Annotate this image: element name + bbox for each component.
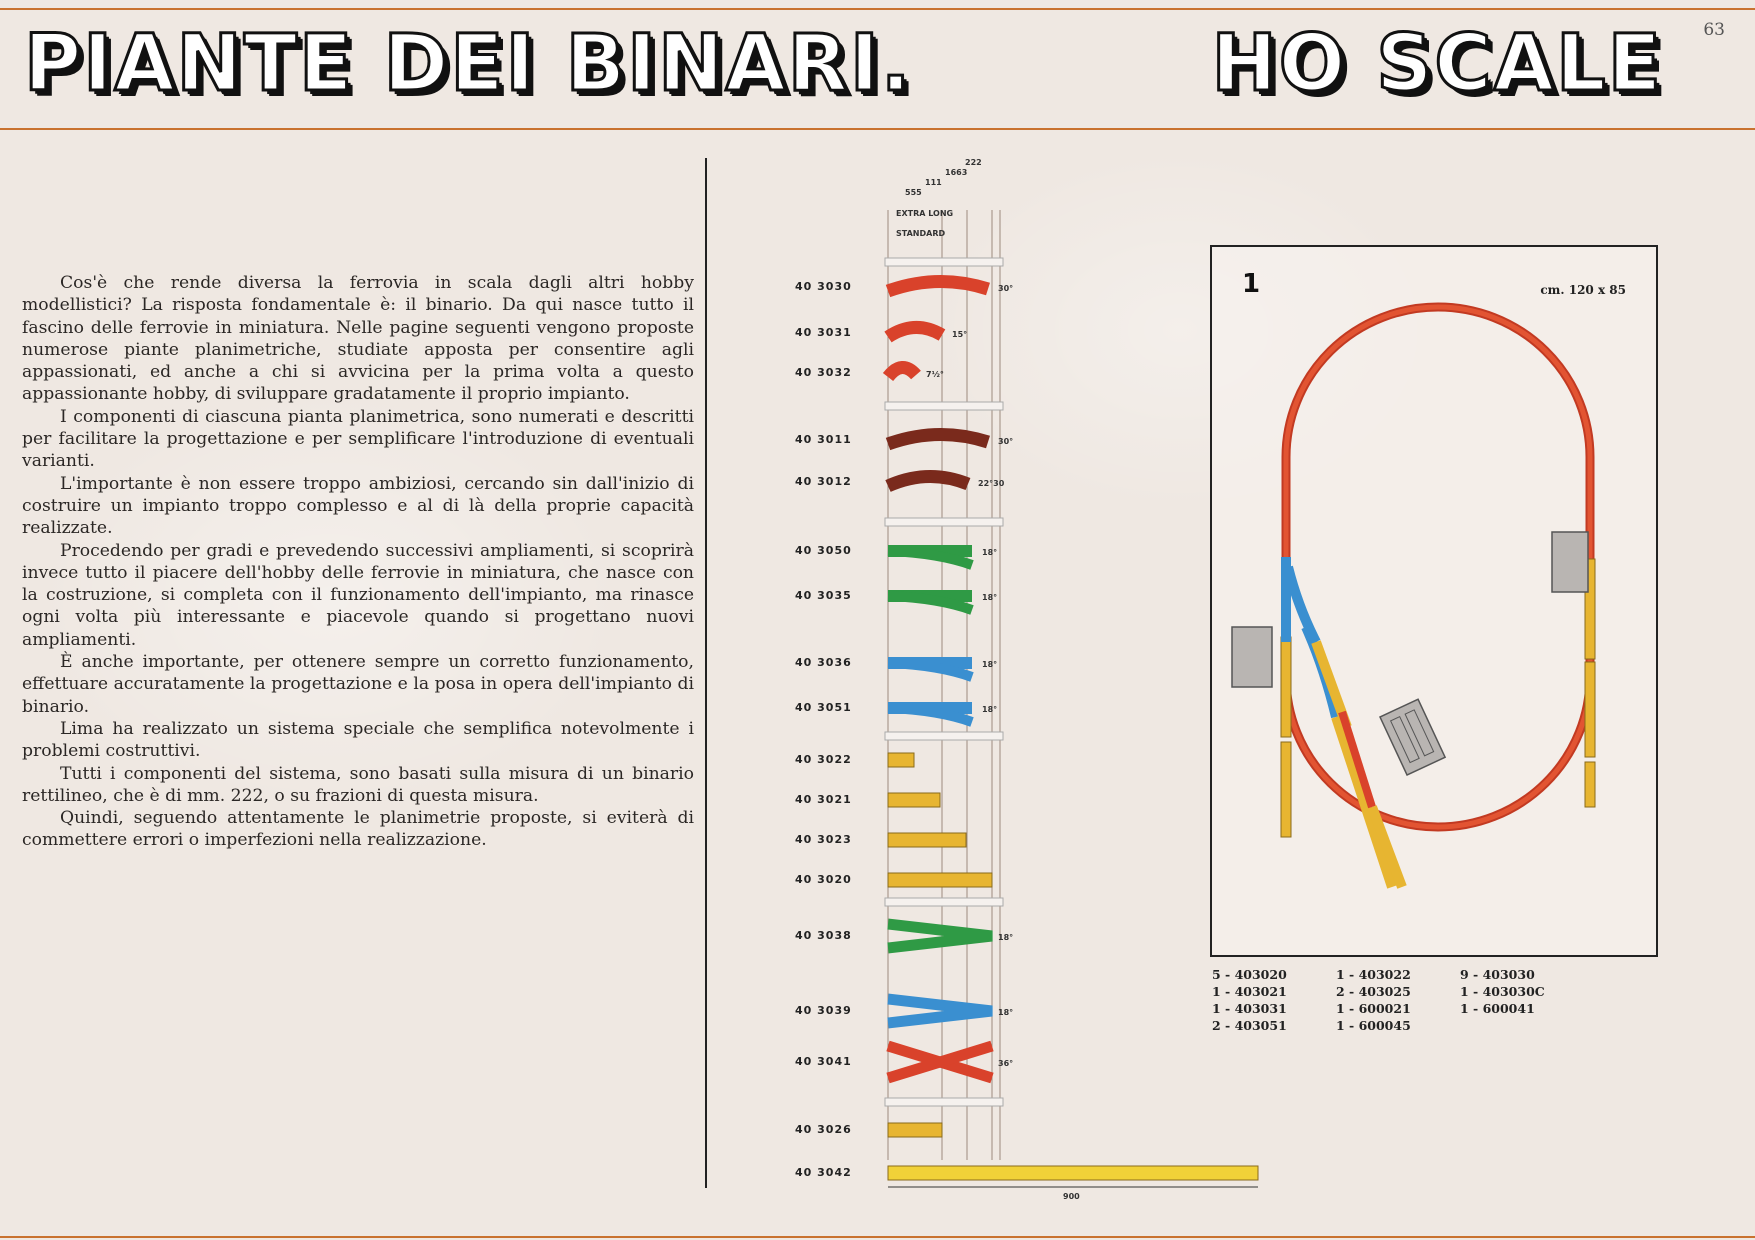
scale-title: HO SCALE (1211, 19, 1663, 109)
angle-label: 18° (998, 1008, 1014, 1017)
straight-track (1281, 742, 1291, 837)
angle-label: 7½° (926, 370, 944, 379)
layout-dimensions: cm. 120 x 85 (1540, 283, 1626, 297)
angle-label: 36° (998, 1059, 1014, 1068)
part-item: 1 - 403031 (1212, 1001, 1287, 1016)
part-item: 9 - 403030 (1460, 967, 1535, 982)
group-separator (885, 258, 1003, 266)
angle-label: 18° (982, 548, 998, 557)
part-item: 1 - 403021 (1212, 984, 1287, 999)
track-code: 40 3021 (795, 793, 852, 806)
length-label: 900 (1063, 1192, 1080, 1201)
straight-track (1585, 762, 1595, 807)
track-code: 40 3050 (795, 544, 852, 557)
shed-building (1232, 627, 1272, 687)
straight-track (1585, 662, 1595, 757)
measure-label: 555 (905, 188, 922, 197)
measure-label: 222 (965, 158, 982, 167)
angle-label: 30° (998, 284, 1014, 293)
track-piece (888, 753, 914, 767)
part-item: 5 - 403020 (1212, 967, 1287, 982)
straight-track (1281, 637, 1291, 737)
track-piece (888, 367, 916, 377)
measure-label: 1663 (945, 168, 968, 177)
track-code: 40 3022 (795, 753, 852, 766)
part-item: 2 - 403051 (1212, 1018, 1287, 1033)
paragraph: Tutti i componenti del sistema, sono basati sulla misura di un binario rettilineo, che è di mm. 222, o su frazioni di questa misura. (22, 763, 694, 806)
measure-label: 111 (925, 178, 942, 187)
part-item: 2 - 403025 (1336, 984, 1411, 999)
part-item: 1 - 403030C (1460, 984, 1545, 999)
track-piece (888, 476, 968, 486)
track-code: 40 3038 (795, 929, 852, 942)
track-piece (888, 1166, 1258, 1180)
angle-label: 18° (982, 593, 998, 602)
parts-column (1336, 966, 1460, 1034)
track-code: 40 3032 (795, 366, 852, 379)
track-piece (888, 873, 992, 887)
layout-number: 1 (1242, 269, 1261, 299)
paragraph: I componenti di ciascuna pianta planimetrica, sono numerati e descritti per facilitare la progettazione e per semplificare l'introduzione di eventuali varianti. (22, 406, 694, 472)
track-piece (888, 999, 992, 1023)
track-piece (888, 434, 988, 444)
track-code: 40 3031 (795, 326, 852, 339)
group-separator (885, 898, 1003, 906)
angle-label: 30° (998, 437, 1014, 446)
track-code: 40 3042 (795, 1166, 852, 1179)
track-code: 40 3035 (795, 589, 852, 602)
track-piece (888, 1123, 942, 1137)
group-separator (885, 518, 1003, 526)
part-item: 1 - 600041 (1460, 1001, 1535, 1016)
track-code: 40 3020 (795, 873, 852, 886)
track-code: 40 3026 (795, 1123, 852, 1136)
track-piece (888, 833, 966, 847)
track-code: 40 3030 (795, 280, 852, 293)
track-piece (888, 924, 992, 948)
track-code: 40 3012 (795, 475, 852, 488)
part-item: 1 - 403022 (1336, 967, 1411, 982)
group-separator (885, 1098, 1003, 1106)
paragraph: Lima ha realizzato un sistema speciale che semplifica notevolmente i problemi costruttivi. (22, 718, 694, 762)
angle-label: 18° (998, 933, 1014, 942)
angle-label: 18° (982, 660, 998, 669)
page-title: PIANTE DEI BINARI. (24, 19, 913, 109)
track-piece (888, 327, 942, 337)
siding-track (1336, 717, 1392, 887)
page-number: 63 (1703, 20, 1725, 40)
track-piece (888, 281, 988, 291)
station-building (1552, 532, 1588, 592)
paragraph: Quindi, seguendo attentamente le planimetrie proposte, si eviterà di commettere errori o imperfezioni nella realizzazione. (22, 808, 694, 851)
part-item: 1 - 600021 (1336, 1001, 1411, 1016)
angle-label: 22°30 (978, 479, 1005, 488)
layout-diagram (1212, 247, 1656, 955)
parts-column (1212, 966, 1336, 1034)
part-item: 1 - 600045 (1336, 1018, 1411, 1033)
paragraph: L'importante è non essere troppo ambiziosi, cercando sin dall'inizio di costruire un impianto troppo complesso e al di là della proprie capacità realizzate. (22, 473, 694, 539)
layout-plan (1210, 245, 1658, 957)
parts-list (1212, 966, 1652, 1034)
group-separator (885, 732, 1003, 740)
track-code: 40 3051 (795, 701, 852, 714)
paragraph: Procedendo per gradi e prevedendo successivi ampliamenti, si scoprirà invece tutto il piacere dell'hobby delle ferrovie in miniatura, che nasce con la costruzione, si completa con il funzionamento dell'impianto, ma rinasce ogni volta più interessante e piacevole quando si progettano nuovi ampliamenti. (22, 540, 694, 650)
group-separator (885, 402, 1003, 410)
track-code: 40 3023 (795, 833, 852, 846)
paragraph: Cos'è che rende diversa la ferrovia in scala dagli altri hobby modellistici? La risposta fondamentale è: il binario. Da qui nasce tutto il fascino delle ferrovie in miniatura. Nelle pagine seguenti vengono proposte numerose piante planimetriche, studiate apposta per consentire agli appassionati, ed anche a chi si avvicina per la prima volta a questo appassionante hobby, di sviluppare gradatamente il proprio impianto. (22, 273, 694, 405)
track-code: 40 3039 (795, 1004, 852, 1017)
parts-column (1460, 966, 1590, 1034)
track-piece (888, 793, 940, 807)
platform-building (1380, 699, 1445, 775)
angle-label: 15° (952, 330, 968, 339)
track-code: 40 3041 (795, 1055, 852, 1068)
paragraph: È anche importante, per ottenere sempre un corretto funzionamento, effettuare accuratamente la progettazione e la posa in opera dell'impianto di binario. (22, 652, 694, 717)
scale-label: STANDARD (896, 229, 946, 238)
angle-label: 18° (982, 705, 998, 714)
track-code: 40 3011 (795, 433, 852, 446)
scale-label: EXTRA LONG (896, 209, 954, 218)
track-code: 40 3036 (795, 656, 852, 669)
